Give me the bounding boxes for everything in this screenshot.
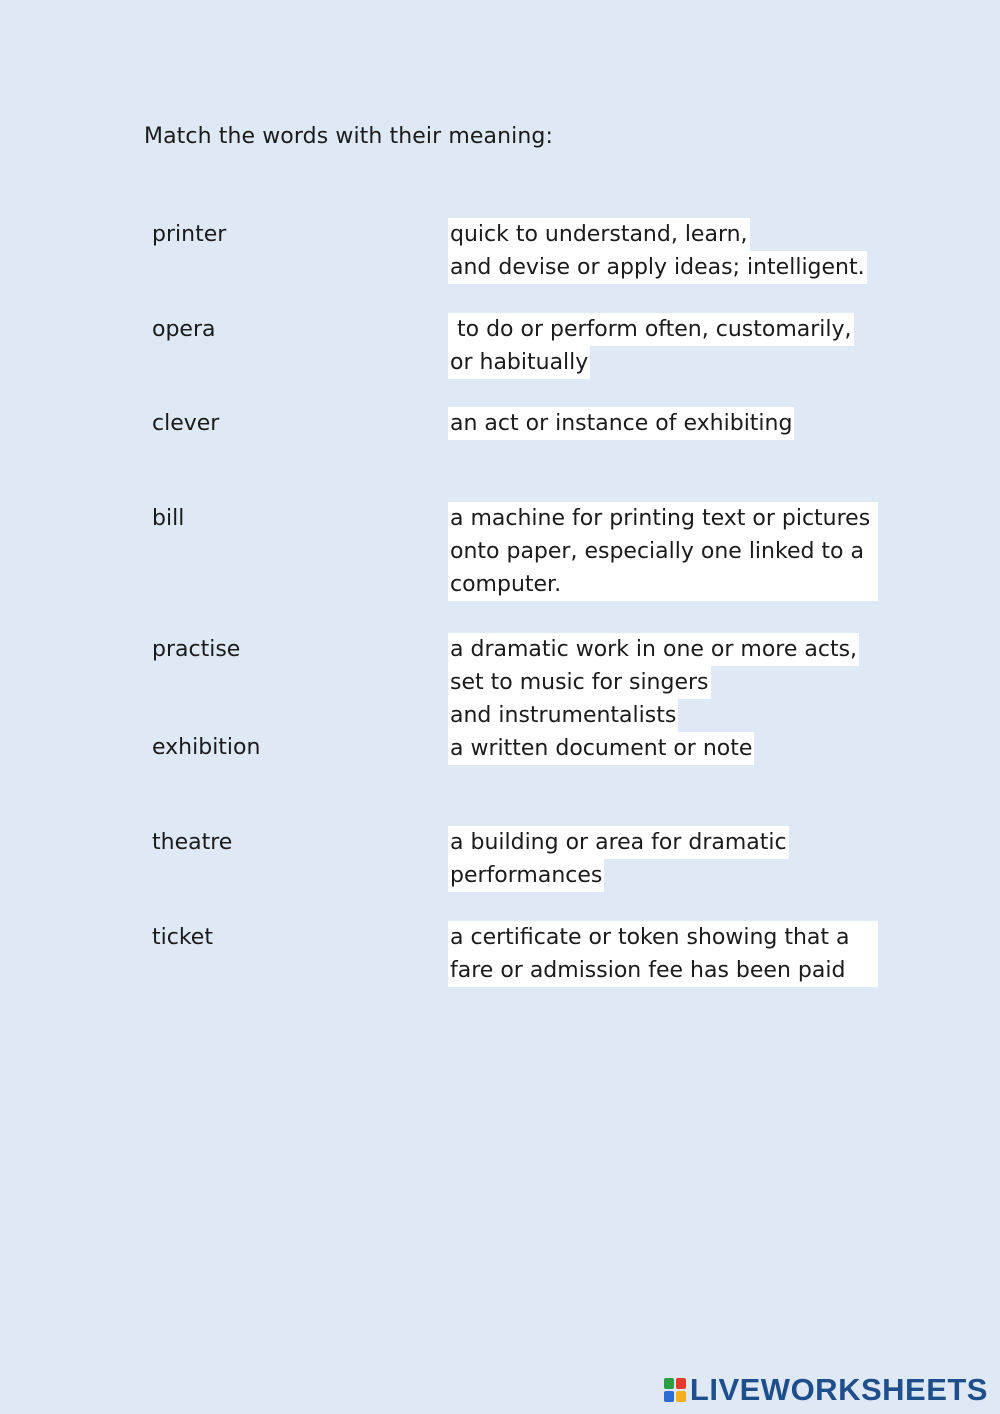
logo-square bbox=[664, 1378, 674, 1389]
meaning-line: set to music for singers bbox=[448, 666, 711, 699]
meaning-line: and devise or apply ideas; intelligent. bbox=[448, 251, 867, 284]
word-opera: opera bbox=[152, 317, 216, 342]
meaning-habitually bbox=[448, 313, 854, 379]
meaning-dramatic-work bbox=[448, 633, 859, 732]
meaning-line: quick to understand, learn, bbox=[448, 218, 750, 251]
logo-square bbox=[664, 1391, 674, 1402]
meaning-line: performances bbox=[448, 859, 604, 892]
word-practise: practise bbox=[152, 637, 241, 662]
meaning-building bbox=[448, 826, 789, 892]
meaning-intelligent bbox=[448, 218, 867, 284]
word-bill: bill bbox=[152, 506, 185, 531]
word-exhibition: exhibition bbox=[152, 735, 261, 760]
meaning-line: a written document or note bbox=[448, 732, 754, 765]
meaning-certificate bbox=[448, 921, 878, 987]
logo-square bbox=[676, 1378, 686, 1389]
meaning-line: a dramatic work in one or more acts, bbox=[448, 633, 859, 666]
meaning-exhibiting bbox=[448, 407, 794, 440]
logo-square bbox=[676, 1391, 686, 1402]
meaning-document bbox=[448, 732, 754, 765]
meaning-line: to do or perform often, customarily, bbox=[448, 313, 854, 346]
meaning-line: computer. bbox=[450, 568, 876, 601]
meaning-line: an act or instance of exhibiting bbox=[448, 407, 794, 440]
word-theatre: theatre bbox=[152, 830, 233, 855]
word-printer: printer bbox=[152, 222, 227, 247]
meaning-line: fare or admission fee has been paid bbox=[450, 954, 876, 987]
word-ticket: ticket bbox=[152, 925, 213, 950]
liveworksheets-logo bbox=[664, 1372, 988, 1408]
meaning-line: a machine for printing text or pictures bbox=[450, 502, 876, 535]
word-clever: clever bbox=[152, 411, 220, 436]
meaning-line: and instrumentalists bbox=[448, 699, 678, 732]
meaning-line: a certificate or token showing that a bbox=[450, 921, 876, 954]
meaning-line: or habitually bbox=[448, 346, 590, 379]
logo-text: LIVEWORKSHEETS bbox=[689, 1372, 988, 1407]
logo-icon bbox=[664, 1378, 686, 1402]
instruction-heading: Match the words with their meaning: bbox=[144, 124, 553, 149]
meaning-machine bbox=[448, 502, 878, 601]
meaning-line: onto paper, especially one linked to a bbox=[450, 535, 876, 568]
meaning-line: a building or area for dramatic bbox=[448, 826, 789, 859]
